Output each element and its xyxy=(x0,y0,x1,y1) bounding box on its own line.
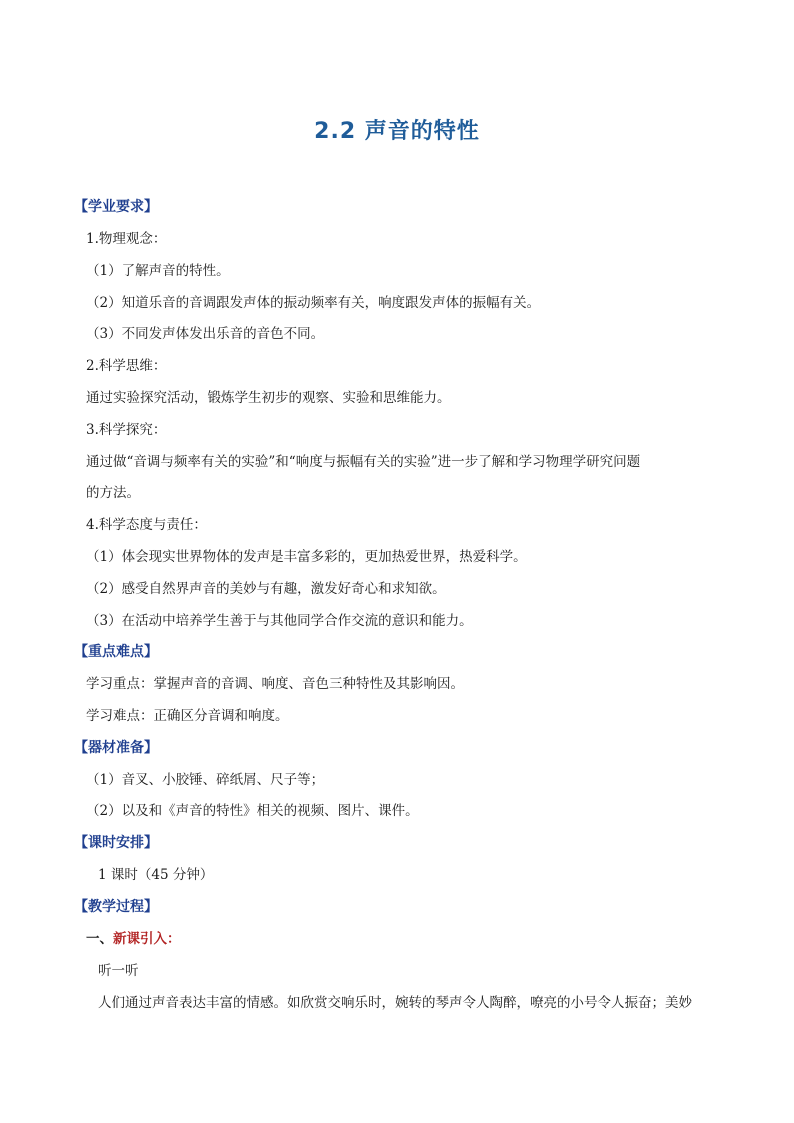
requirement-item-1c: （3）不同发声体发出乐音的音色不同。 xyxy=(86,326,325,342)
process-part1-title: 新课引入： xyxy=(113,931,181,947)
section-header-process: 【教学过程】 xyxy=(74,899,158,915)
section-header-materials: 【器材准备】 xyxy=(74,740,158,756)
materials-item-b: （2）以及和《声音的特性》相关的视频、图片、课件。 xyxy=(86,803,419,819)
requirement-item-1a: （1）了解声音的特性。 xyxy=(86,263,230,279)
key-point-focus: 学习重点：掌握声音的音调、响度、音色三种特性及其影响因。 xyxy=(86,676,464,692)
materials-item-a: （1）音叉、小胶锤、碎纸屑、尺子等； xyxy=(86,772,325,788)
requirement-item-2: 2.科学思维： xyxy=(86,358,167,374)
requirement-item-4a: （1）体会现实世界物体的发声是丰富多彩的，更加热爱世界，热爱科学。 xyxy=(86,549,527,565)
requirement-item-3-text-line1: 通过做“音调与频率有关的实验”和“响度与振幅有关的实验”进一步了解和学习物理学研究问题 xyxy=(86,454,641,470)
requirement-item-1b: （2）知道乐音的音调跟发声体的振动频率有关，响度跟发声体的振幅有关。 xyxy=(86,295,541,311)
section-header-schedule: 【课时安排】 xyxy=(74,835,158,851)
requirement-item-3: 3.科学探究： xyxy=(86,422,167,438)
process-part1-prefix: 一、 xyxy=(86,931,113,947)
requirement-item-3-text-line2: 的方法。 xyxy=(86,485,140,501)
requirement-item-2-text: 通过实验探究活动，锻炼学生初步的观察、实验和思维能力。 xyxy=(86,390,451,406)
key-point-difficulty: 学习难点：正确区分音调和响度。 xyxy=(86,708,289,724)
section-header-requirements: 【学业要求】 xyxy=(74,199,158,215)
section-header-key-points: 【重点难点】 xyxy=(74,644,158,660)
process-part1-heading xyxy=(86,930,181,948)
page-title: 2.2 声音的特性 xyxy=(314,119,480,144)
requirement-item-4: 4.科学态度与责任： xyxy=(86,517,207,533)
requirement-item-4b: （2）感受自然界声音的美妙与有趣，激发好奇心和求知欲。 xyxy=(86,581,446,597)
process-intro-paragraph: 人们通过声音表达丰富的情感。如欣赏交响乐时，婉转的琴声令人陶醉，嘹亮的小号令人振奋；美妙 xyxy=(98,995,692,1011)
requirement-item-1: 1.物理观念： xyxy=(86,231,167,247)
process-listen-label: 听一听 xyxy=(98,963,139,979)
schedule-text: 1 课时（45 分钟） xyxy=(98,867,214,883)
requirement-item-4c: （3）在活动中培养学生善于与其他同学合作交流的意识和能力。 xyxy=(86,613,473,629)
